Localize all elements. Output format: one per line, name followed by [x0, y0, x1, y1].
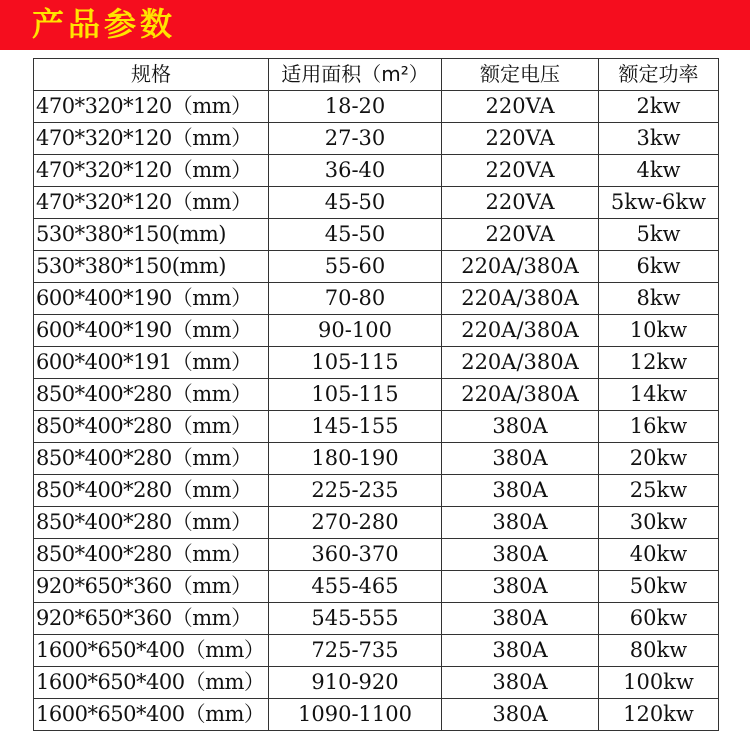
- voltage-cell: 380A: [442, 667, 599, 699]
- table-row: [34, 475, 719, 507]
- area-cell: 145-155: [269, 411, 442, 443]
- table-row: [34, 315, 719, 347]
- area-cell: 105-115: [269, 379, 442, 411]
- power-cell: 12kw: [599, 347, 719, 379]
- area-cell: 1090-1100: [269, 699, 442, 731]
- voltage-cell: 380A: [442, 507, 599, 539]
- table-row: [34, 667, 719, 699]
- power-cell: 25kw: [599, 475, 719, 507]
- column-header-voltage: 额定电压: [442, 59, 599, 91]
- spec-cell: 470*320*120（mm）: [34, 155, 269, 187]
- voltage-cell: 220A/380A: [442, 347, 599, 379]
- area-cell: 55-60: [269, 251, 442, 283]
- spec-cell: 530*380*150(mm): [34, 219, 269, 251]
- table-row: [34, 635, 719, 667]
- area-cell: 360-370: [269, 539, 442, 571]
- area-cell: 45-50: [269, 187, 442, 219]
- voltage-cell: 220VA: [442, 123, 599, 155]
- area-cell: 70-80: [269, 283, 442, 315]
- spec-cell: 470*320*120（mm）: [34, 91, 269, 123]
- spec-cell: 850*400*280（mm）: [34, 411, 269, 443]
- table-row: [34, 699, 719, 731]
- table-row: [34, 283, 719, 315]
- power-cell: 5kw: [599, 219, 719, 251]
- area-cell: 545-555: [269, 603, 442, 635]
- area-cell: 180-190: [269, 443, 442, 475]
- table-row: [34, 251, 719, 283]
- power-cell: 10kw: [599, 315, 719, 347]
- voltage-cell: 380A: [442, 411, 599, 443]
- area-cell: 910-920: [269, 667, 442, 699]
- area-cell: 90-100: [269, 315, 442, 347]
- spec-cell: 850*400*280（mm）: [34, 507, 269, 539]
- area-cell: 455-465: [269, 571, 442, 603]
- voltage-cell: 220A/380A: [442, 251, 599, 283]
- spec-cell: 850*400*280（mm）: [34, 443, 269, 475]
- voltage-cell: 380A: [442, 603, 599, 635]
- voltage-cell: 220VA: [442, 91, 599, 123]
- area-cell: 27-30: [269, 123, 442, 155]
- voltage-cell: 380A: [442, 443, 599, 475]
- area-cell: 225-235: [269, 475, 442, 507]
- voltage-cell: 220VA: [442, 219, 599, 251]
- voltage-cell: 220VA: [442, 187, 599, 219]
- power-cell: 3kw: [599, 123, 719, 155]
- voltage-cell: 380A: [442, 635, 599, 667]
- spec-cell: 920*650*360（mm）: [34, 603, 269, 635]
- spec-cell: 600*400*190（mm）: [34, 283, 269, 315]
- area-cell: 270-280: [269, 507, 442, 539]
- area-cell: 725-735: [269, 635, 442, 667]
- column-header-area: 适用面积（m²）: [269, 59, 442, 91]
- table-row: [34, 411, 719, 443]
- power-cell: 120kw: [599, 699, 719, 731]
- spec-cell: 850*400*280（mm）: [34, 379, 269, 411]
- table-row: [34, 187, 719, 219]
- spec-cell: 470*320*120（mm）: [34, 123, 269, 155]
- power-cell: 6kw: [599, 251, 719, 283]
- voltage-cell: 380A: [442, 475, 599, 507]
- spec-cell: 470*320*120（mm）: [34, 187, 269, 219]
- spec-cell: 850*400*280（mm）: [34, 475, 269, 507]
- power-cell: 2kw: [599, 91, 719, 123]
- spec-cell: 1600*650*400（mm）: [34, 635, 269, 667]
- spec-cell: 530*380*150(mm): [34, 251, 269, 283]
- spec-cell: 1600*650*400（mm）: [34, 667, 269, 699]
- spec-cell: 1600*650*400（mm）: [34, 699, 269, 731]
- voltage-cell: 220A/380A: [442, 379, 599, 411]
- power-cell: 14kw: [599, 379, 719, 411]
- power-cell: 40kw: [599, 539, 719, 571]
- power-cell: 100kw: [599, 667, 719, 699]
- power-cell: 20kw: [599, 443, 719, 475]
- column-header-power: 额定功率: [599, 59, 719, 91]
- power-cell: 50kw: [599, 571, 719, 603]
- table-row: [34, 603, 719, 635]
- area-cell: 105-115: [269, 347, 442, 379]
- table-row: [34, 379, 719, 411]
- table-row: [34, 443, 719, 475]
- table-body: [34, 91, 719, 731]
- power-cell: 8kw: [599, 283, 719, 315]
- table-row: [34, 571, 719, 603]
- table-row: [34, 539, 719, 571]
- power-cell: 4kw: [599, 155, 719, 187]
- table-row: [34, 155, 719, 187]
- table-header-row: [34, 59, 719, 91]
- product-parameters-table: [33, 58, 719, 731]
- area-cell: 45-50: [269, 219, 442, 251]
- spec-cell: 850*400*280（mm）: [34, 539, 269, 571]
- power-cell: 16kw: [599, 411, 719, 443]
- table-row: [34, 91, 719, 123]
- power-cell: 30kw: [599, 507, 719, 539]
- voltage-cell: 220A/380A: [442, 283, 599, 315]
- spec-cell: 600*400*190（mm）: [34, 315, 269, 347]
- voltage-cell: 380A: [442, 571, 599, 603]
- voltage-cell: 220VA: [442, 155, 599, 187]
- power-cell: 5kw-6kw: [599, 187, 719, 219]
- area-cell: 18-20: [269, 91, 442, 123]
- spec-cell: 920*650*360（mm）: [34, 571, 269, 603]
- table-row: [34, 507, 719, 539]
- area-cell: 36-40: [269, 155, 442, 187]
- voltage-cell: 220A/380A: [442, 315, 599, 347]
- column-header-spec: 规格: [34, 59, 269, 91]
- title-banner: [0, 0, 750, 50]
- table-row: [34, 219, 719, 251]
- power-cell: 80kw: [599, 635, 719, 667]
- page-title: 产品参数: [32, 5, 177, 43]
- voltage-cell: 380A: [442, 699, 599, 731]
- power-cell: 60kw: [599, 603, 719, 635]
- table-row: [34, 347, 719, 379]
- voltage-cell: 380A: [442, 539, 599, 571]
- table-row: [34, 123, 719, 155]
- spec-cell: 600*400*191（mm）: [34, 347, 269, 379]
